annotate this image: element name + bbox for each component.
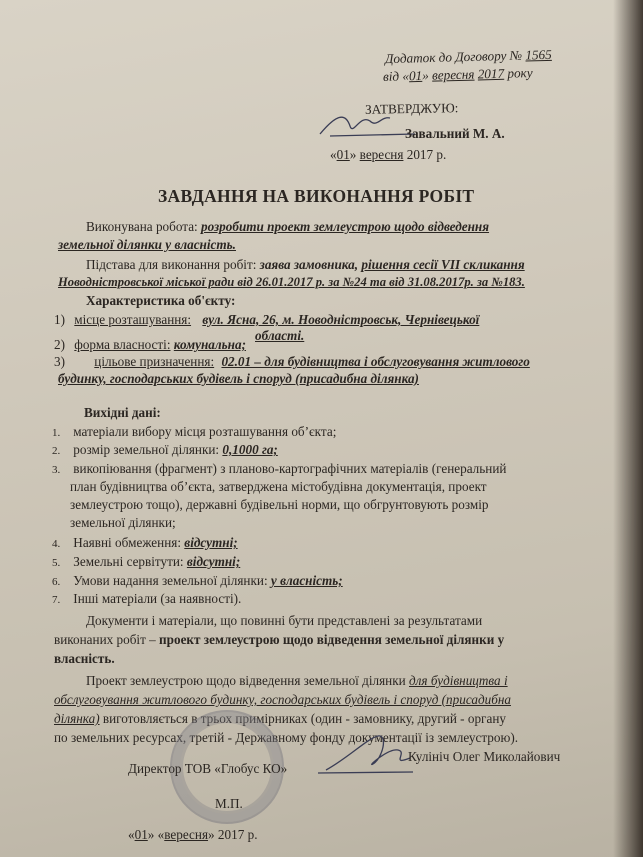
source-item-1-text: матеріали вибору місця розташування об’єкта; <box>73 424 337 439</box>
source-item-3-text: викопіювання (фрагмент) з планово-картографічних матеріалів (генеральний <box>73 461 507 476</box>
para1-line-3: власність. <box>54 651 115 666</box>
source-item-1-num: 1. <box>52 427 61 439</box>
bottom-date <box>128 826 257 843</box>
source-item-2-num: 2. <box>52 445 61 457</box>
object-item-3-cont <box>58 370 419 387</box>
source-item-3 <box>52 460 506 479</box>
bottom-date-mid: » « <box>147 827 165 842</box>
para1-line-2-b: проект землеустрою щодо відведення земельної ділянки у <box>159 632 505 647</box>
appendix-prefix: Додаток до Договору № <box>384 47 523 67</box>
object-item-1-value-2: області. <box>255 328 305 343</box>
source-item-3-num: 3. <box>52 464 61 476</box>
para1-line-1: Документи і матеріали, що повинні бути представлені за результатами <box>86 613 483 628</box>
para2-line-3-a: ділянка) <box>54 711 100 726</box>
source-item-2 <box>52 441 278 460</box>
object-item-3 <box>54 353 530 370</box>
object-item-3-value: 02.01 – для будівництва і обслуговування житлового <box>221 354 530 369</box>
para1-line-2 <box>54 631 504 648</box>
source-item-6-num: 6. <box>52 576 61 588</box>
object-item-2-value: комунальна; <box>173 337 246 352</box>
source-item-5 <box>52 553 240 572</box>
page-edge-shadow <box>613 0 643 857</box>
basis-line-1 <box>86 256 525 273</box>
approve-day: 01 <box>336 147 350 162</box>
appendix-date-open: від « <box>382 68 410 84</box>
object-item-3-value-2: будинку, господарських будівель і споруд (присадибна ділянка) <box>58 371 419 386</box>
bottom-date-month: вересня <box>164 827 209 842</box>
appendix-suffix: року <box>507 65 533 81</box>
approve-label: ЗАТВЕРДЖУЮ: <box>364 100 459 117</box>
stamp-mp-label: М.П. <box>215 796 243 811</box>
work-value-1: розробити проект землеустрою щодо відведення <box>201 219 490 234</box>
basis-value-a: заява замовника, <box>259 257 359 272</box>
source-item-5-value: відсутні; <box>186 554 241 569</box>
object-heading: Характеристика об'єкту: <box>86 293 236 308</box>
para2-line-1 <box>86 672 508 689</box>
work-line-2 <box>58 236 236 253</box>
approve-month: вересня <box>359 147 404 162</box>
basis-line-2 <box>58 274 525 291</box>
appendix-date-mid: » <box>421 67 429 83</box>
basis-value-2: Новодністровської міської ради від 26.01.2017 р. за №24 та від 31.08.2017р. за №183. <box>58 275 525 289</box>
approve-date <box>330 146 446 163</box>
approve-name: Завальний М. А. <box>405 126 505 141</box>
source-item-2-value: 0,1000 га; <box>222 442 278 457</box>
para2-line-3-b: виготовляється в трьох примірниках (один - замовнику, другий - органу <box>102 711 506 726</box>
object-item-1-value: вул. Ясна, 26, м. Новодністровськ, Чернівецької <box>202 312 480 327</box>
appendix-year: 2017 <box>477 65 505 82</box>
object-item-1-num: 1) <box>54 312 65 327</box>
approve-year: 2017 р. <box>406 147 447 162</box>
para2-line-3 <box>54 710 506 727</box>
source-item-4-num: 4. <box>52 538 61 550</box>
source-heading: Вихідні дані: <box>84 405 161 420</box>
source-item-6-value: у власність; <box>270 573 343 588</box>
bottom-date-day: 01 <box>134 827 148 842</box>
source-item-2-text: розмір земельної ділянки: <box>73 442 220 457</box>
source-item-3-cont-2: землеустрою тощо), державні будівельні норми, що обгрунтовують розмір <box>70 497 489 512</box>
approve-date-close: » <box>349 147 357 162</box>
basis-label: Підстава для виконання робіт: <box>86 257 257 272</box>
basis-value-b: рішення сесії VII скликання <box>361 257 525 272</box>
source-item-7-text: Інші матеріали (за наявності). <box>73 591 242 606</box>
source-item-5-text: Земельні сервітути: <box>73 554 184 569</box>
para2-line-2: обслуговування житлового будинку, господарських будівель і споруд (присадибна <box>54 692 511 707</box>
contract-number: 1565 <box>525 46 552 63</box>
source-item-4 <box>52 534 238 553</box>
source-item-6-text: Умови надання земельної ділянки: <box>73 573 268 588</box>
source-item-4-value: відсутні; <box>184 535 238 550</box>
approve-date-open: « <box>330 147 337 162</box>
work-label: Виконувана робота: <box>86 219 198 234</box>
bottom-date-year: 2017 р. <box>217 827 258 842</box>
director-label: Директор ТОВ «Глобус КО» <box>128 761 288 776</box>
object-item-1-cont <box>255 327 304 344</box>
object-item-2-num: 2) <box>54 337 65 352</box>
document-title: ЗАВДАННЯ НА ВИКОНАННЯ РОБІТ <box>158 186 475 206</box>
source-item-1 <box>52 423 336 442</box>
object-item-2 <box>54 336 246 353</box>
source-item-3-cont-3: земельної ділянки; <box>70 515 176 530</box>
source-item-7-num: 7. <box>52 594 61 606</box>
para2-line-1-b: для будівництва і <box>408 673 508 688</box>
director-signature <box>318 728 418 778</box>
object-item-1-label: місце розташування: <box>74 312 192 327</box>
object-item-3-num: 3) <box>54 354 65 369</box>
source-item-4-text: Наявні обмеження: <box>73 535 181 550</box>
para2-line-1-a: Проект землеустрою щодо відведення земельної ділянки <box>86 673 406 688</box>
appendix-month: вересня <box>431 66 475 83</box>
source-item-5-num: 5. <box>52 557 61 569</box>
source-item-3-cont-1: план будівництва об’єкта, затверджена містобудівна документація, проект <box>70 479 487 494</box>
para1-line-2-a: виконаних робіт – <box>54 632 156 647</box>
source-item-6 <box>52 572 343 591</box>
director-name: Кулініч Олег Миколайович <box>408 749 561 764</box>
source-item-7 <box>52 590 241 609</box>
appendix-day: 01 <box>408 67 423 84</box>
bottom-date-open: « <box>128 827 135 842</box>
work-value-2: земельної ділянки у власність. <box>58 237 236 252</box>
para2-line-4: по земельних ресурсах, третій - Державному фонду документації із землеустрою). <box>54 730 519 745</box>
object-item-1 <box>54 311 479 328</box>
object-item-2-label: форма власності: <box>74 337 171 352</box>
appendix-line-2 <box>383 64 533 85</box>
object-item-3-label: цільове призначення: <box>94 354 215 369</box>
bottom-date-close: » <box>208 827 215 842</box>
work-line-1 <box>86 218 489 235</box>
